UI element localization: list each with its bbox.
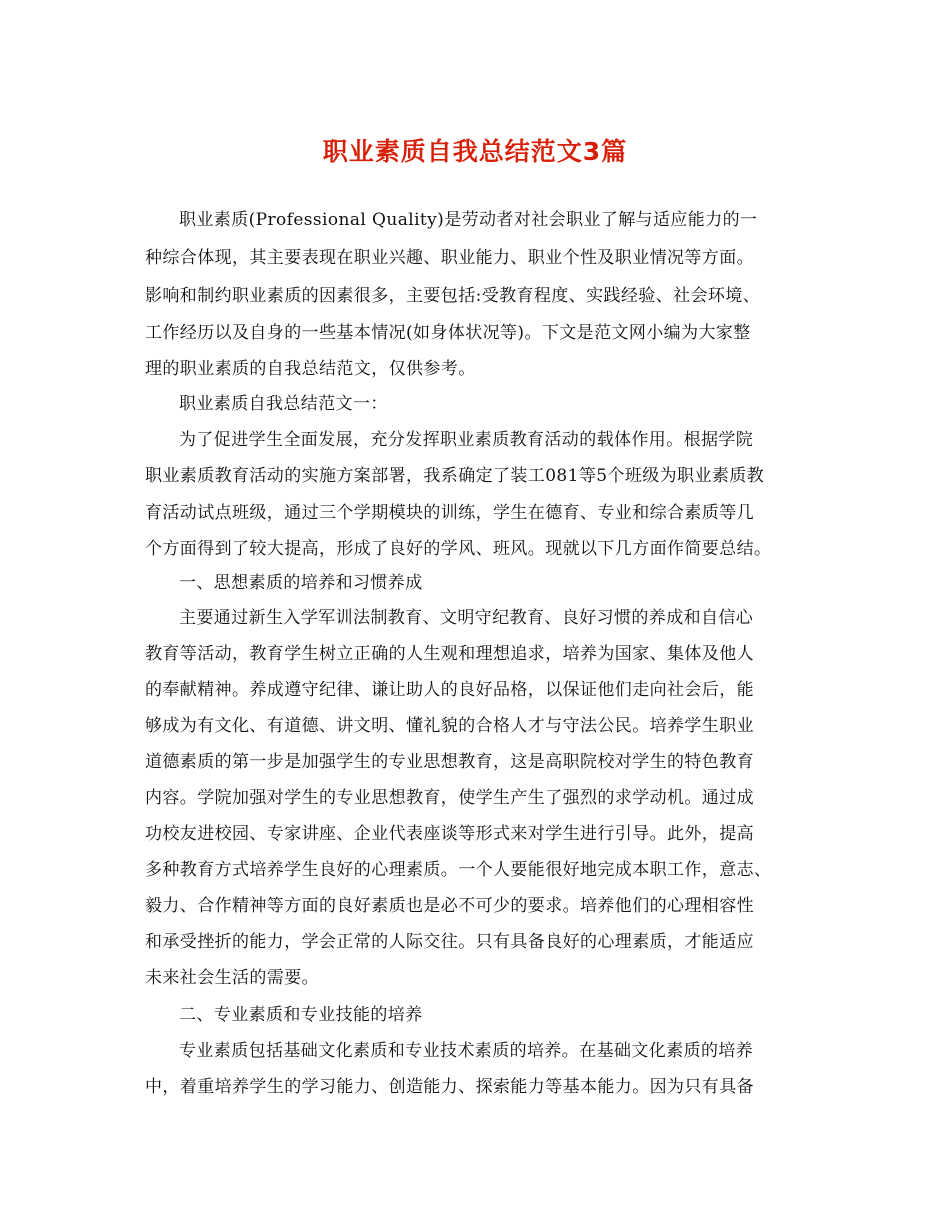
paragraph-line: 够成为有文化、有道德、讲文明、懂礼貌的合格人才与守法公民。培养学生职业: [145, 716, 754, 736]
section-heading: 二、专业素质和专业技能的培养: [179, 1005, 423, 1025]
paragraph-line: 理的职业素质的自我总结范文，仅供参考。: [145, 359, 476, 379]
paragraph-line: 教育等活动，教育学生树立正确的人生观和理想追求，培养为国家、集体及他人: [145, 644, 754, 664]
paragraph-line: 专业素质包括基础文化素质和专业技术素质的培养。在基础文化素质的培养: [179, 1041, 754, 1061]
paragraph-line: 为了促进学生全面发展，充分发挥职业素质教育活动的载体作用。根据学院: [179, 430, 754, 450]
paragraph-line: 个方面得到了较大提高，形成了良好的学风、班风。现就以下几方面作简要总结。: [145, 539, 772, 559]
document-title: 职业素质自我总结范文3篇: [322, 137, 628, 166]
paragraph-line: 内容。学院加强对学生的专业思想教育，使学生产生了强烈的求学动机。通过成: [145, 788, 754, 808]
paragraph-line: 多种教育方式培养学生良好的心理素质。一个人要能很好地完成本职工作，意志、: [145, 860, 772, 880]
section-heading: 职业素质自我总结范文一：: [179, 394, 388, 414]
paragraph-line: 和承受挫折的能力，学会正常的人际交往。只有具备良好的心理素质，才能适应: [145, 932, 754, 952]
paragraph-line: 主要通过新生入学军训法制教育、文明守纪教育、良好习惯的养成和自信心: [179, 608, 754, 628]
paragraph-line: 功校友进校园、专家讲座、企业代表座谈等形式来对学生进行引导。此外，提高: [145, 824, 754, 844]
paragraph-line: 的奉献精神。养成遵守纪律、谦让助人的良好品格，以保证他们走向社会后，能: [145, 680, 754, 700]
paragraph-line: 毅力、合作精神等方面的良好素质也是必不可少的要求。培养他们的心理相容性: [145, 896, 754, 916]
paragraph-line: 职业素质(Professional Quality)是劳动者对社会职业了解与适应能力的一: [179, 210, 758, 230]
paragraph-line: 育活动试点班级，通过三个学期模块的训练，学生在德育、专业和综合素质等几: [145, 503, 754, 523]
paragraph-line: 种综合体现，其主要表现在职业兴趣、职业能力、职业个性及职业情况等方面。: [145, 248, 754, 268]
section-heading: 一、思想素质的培养和习惯养成: [179, 573, 423, 593]
paragraph-line: 工作经历以及自身的一些基本情况(如身体状况等)。下文是范文网小编为大家整: [145, 323, 751, 343]
paragraph-line: 影响和制约职业素质的因素很多，主要包括:受教育程度、实践经验、社会环境、: [145, 286, 761, 306]
paragraph-line: 中，着重培养学生的学习能力、创造能力、探索能力等基本能力。因为只有具备: [145, 1077, 754, 1097]
paragraph-line: 道德素质的第一步是加强学生的专业思想教育，这是高职院校对学生的特色教育: [145, 752, 754, 772]
paragraph-line: 职业素质教育活动的实施方案部署，我系确定了装工081等5个班级为职业素质教: [145, 466, 765, 486]
paragraph-line: 未来社会生活的需要。: [145, 968, 319, 988]
